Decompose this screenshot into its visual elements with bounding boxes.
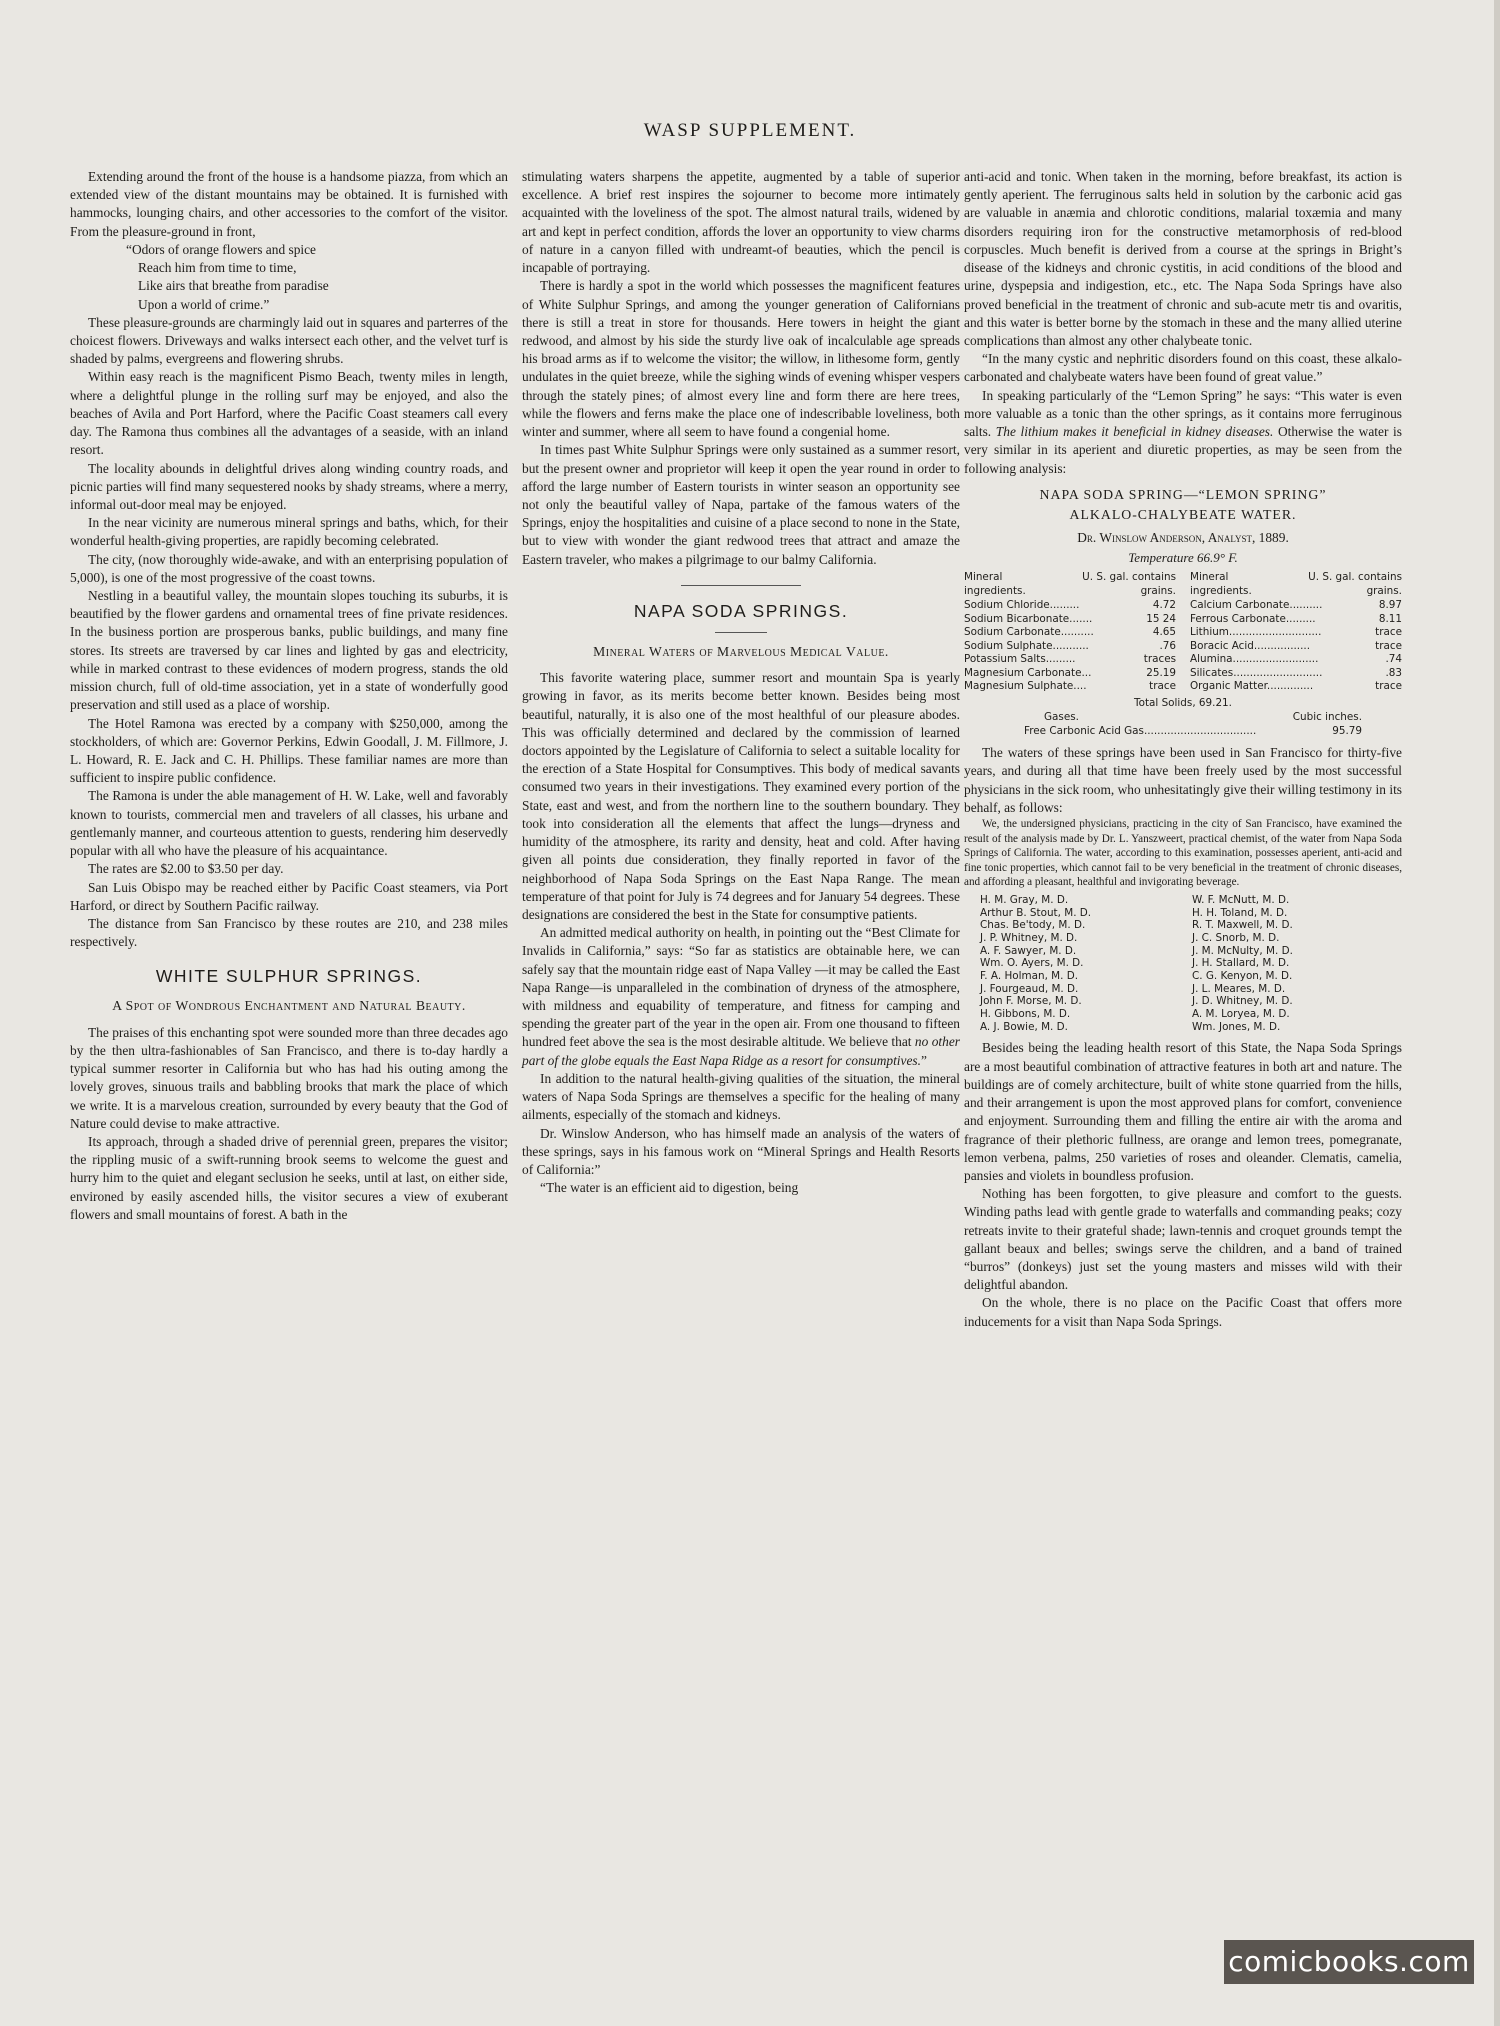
physician-signature: J. Fourgeaud, M. D.	[980, 982, 1079, 995]
physician-signature: J. L. Meares, M. D.	[1192, 982, 1286, 995]
ingredient-value: 8.11	[1378, 612, 1402, 625]
analysis-author: Dr. Winslow Anderson, Analyst, 1889.	[1077, 530, 1289, 546]
column-header: Mineral ingredients.	[964, 571, 1026, 597]
column-1	[70, 168, 508, 1224]
physician-signature: H. H. Toland, M. D.	[1192, 906, 1288, 919]
ingredient-name: Calcium Carbonate..........	[1190, 599, 1323, 612]
paragraph-text: ”	[920, 1052, 927, 1068]
paragraph: The waters of these springs have been used in San Francisco for thirty-five years, and during all that time have been freely used by the most successful physicians in the sick room, who unhesitatingly give their willing testimony in its behalf, as follows:	[964, 745, 1402, 815]
ingredient-name: Sodium Bicarbonate.......	[964, 612, 1093, 625]
paragraph: The Hotel Ramona was erected by a company with $250,000, among the stockholders, of which are: Governor Perkins, Edwin Goodall, J. M. Fillmore, J. L. Howard, R. E. Jack and C. H. Phillips. These familiar names are more than sufficient to inspire public confidence.	[70, 715, 508, 786]
paragraph: These pleasure-grounds are charmingly laid out in squares and parterres of the choicest flowers. Driveways and walks intersect each other, and the velvet turf is shaded by palms, evergreens and flowering shrubs.	[70, 314, 508, 367]
physician-signature: R. T. Maxwell, M. D.	[1192, 919, 1293, 932]
paragraph: There is hardly a spot in the world which possesses the magnificent features of White Sulphur Springs, and among the younger generation of Californians there is still a treat in store for thousands. Here towers in height the giant redwood, and almost by his side the sturdy live oak of incalculable age spreads his broad arms as if to welcome the visitor; the willow, in lithesome form, gently undulates in the quiet breeze, while the sighing winds of evening whisper vespers through the stately pines; of almost every line and form there are here trees, while the flowers and ferns make the place one of indescribable loveliness, both winter and summer, where all seem to have found a congenial home.	[522, 278, 960, 440]
paragraph: In addition to the natural health-giving qualities of the situation, the mineral waters of Napa Soda Springs are themselves a specific for the healing of many ailments, especially of the stomach and kidneys.	[522, 1070, 960, 1123]
verse	[126, 241, 508, 314]
watermark: comicbooks.com	[1224, 1940, 1474, 1984]
verse-line: Like airs that breathe from paradise	[138, 278, 329, 294]
physician-signature: J. P. Whitney, M. D.	[980, 931, 1078, 944]
ingredient-name: Alumina..........................	[1190, 653, 1319, 666]
paragraph: Within easy reach is the magnificent Pismo Beach, twenty miles in length, where a delightful plunge in the rolling surf may be enjoyed, and also the beaches of Avila and Port Harford, where the Pacific Coast steamers call every day. The Ramona thus combines all the advantages of a seaside, with an inland resort.	[70, 369, 508, 458]
column-3	[964, 168, 1402, 1331]
table-body	[964, 599, 1176, 694]
ingredient-value: .76	[1159, 639, 1176, 652]
table-body	[1190, 599, 1402, 694]
physician-signature: Wm. O. Ayers, M. D.	[980, 957, 1084, 970]
table-row	[964, 667, 1176, 681]
paragraph: The distance from San Francisco by these routes are 210, and 238 miles respectively.	[70, 915, 508, 950]
ingredient-name: Organic Matter..............	[1190, 680, 1314, 693]
physician-signature: J. D. Whitney, M. D.	[1192, 995, 1293, 1008]
ingredient-name: Sodium Carbonate..........	[964, 626, 1094, 639]
column-header: U. S. gal. contains grains.	[1082, 571, 1176, 597]
signatures-right	[1192, 894, 1392, 1034]
table-row	[964, 640, 1176, 654]
ingredient-name: Silicates...........................	[1190, 666, 1323, 679]
section-subheading: A Spot of Wondrous Enchantment and Natural Beauty.	[112, 998, 466, 1014]
paragraph: stimulating waters sharpens the appetite, augmented by a table of superior excellence. A brief rest inspires the sojourner to become more intimately acquainted with the loveliness of the spot. The almost natural trails, widened by art and kept in perfect condition, affords the lover an opportunity to view charms of nature in a canyon filled with undreamt-of beauties, which the pencil is incapable of portraying.	[522, 169, 960, 276]
divider	[715, 632, 767, 633]
table-row	[964, 599, 1176, 613]
paragraph: In the near vicinity are numerous mineral springs and baths, which, for their wonderful health-giving properties, are rapidly becoming celebrated.	[70, 515, 508, 549]
paragraph: The locality abounds in delightful drives along winding country roads, and picnic parties will find many sequestered nooks by shady streams, where a merry, informal out-door meal may be enjoyed.	[70, 460, 508, 512]
paragraph: “The water is an efficient aid to digestion, being	[540, 1180, 799, 1196]
ingredient-name: Magnesium Sulphate....	[964, 680, 1087, 693]
paragraph: Besides being the leading health resort of this State, the Napa Soda Springs are a most beautiful combination of attractive features in both art and nature. The buildings are of comely architecture, built of white stone quarried from the hills, and their arrangement is upon the most approved plans for comfort, convenience and enjoyment. Surrounding them and filling the entire air with the aroma and fragrance of their plethoric fullness, are orange and lemon trees, pomegranate, lemon verbena, palms, 250 varieties of roses and oleander. Clematis, camelia, pansies and violets in boundless profusion.	[964, 1040, 1402, 1183]
ingredient-value: trace	[1149, 680, 1176, 693]
paragraph: The Ramona is under the able management of H. W. Lake, well and favorably known to tourists, commercial men and travelers of all classes, his urbane and gentlemanly manner, and courteous attention to guests, rendering him deservedly popular with all who have the pleasure of his acquaintance.	[70, 788, 508, 859]
ingredient-value: .83	[1385, 666, 1402, 679]
physician-signature: A. F. Sawyer, M. D.	[980, 944, 1077, 957]
paragraph: On the whole, there is no place on the Pacific Coast that offers more inducements for a visit than Napa Soda Springs.	[964, 1295, 1402, 1329]
physician-signature: A. J. Bowie, M. D.	[980, 1020, 1068, 1033]
ingredient-value: trace	[1375, 626, 1402, 639]
physician-signature: Arthur B. Stout, M. D.	[980, 906, 1092, 919]
ingredient-name: Sodium Chloride.........	[964, 599, 1080, 612]
section-subheading: Mineral Waters of Marvelous Medical Value.	[593, 643, 889, 659]
column-2	[522, 168, 960, 1197]
analysis-temperature: Temperature 66.9° F.	[1128, 550, 1238, 566]
physician-signature: John F. Morse, M. D.	[980, 995, 1082, 1008]
physician-signature: J. M. McNulty, M. D.	[1192, 944, 1293, 957]
physician-signature: A. M. Loryea, M. D.	[1192, 1008, 1290, 1021]
section-heading-napa-soda: NAPA SODA SPRINGS.	[633, 600, 849, 621]
ingredient-value: traces	[1143, 653, 1176, 666]
analysis-subtitle: ALKALO-CHALYBEATE WATER.	[1069, 507, 1297, 523]
analysis-table-right	[1190, 571, 1402, 694]
table-row	[1190, 599, 1402, 613]
verse-line: Upon a world of crime.”	[138, 296, 270, 312]
paragraph: Dr. Winslow Anderson, who has himself made an analysis of the waters of these springs, says in his famous work on “Mineral Springs and Health Resorts of California:”	[522, 1125, 960, 1177]
table-row	[1190, 653, 1402, 667]
physician-signature: C. G. Kenyon, M. D.	[1192, 969, 1293, 982]
table-row	[1190, 680, 1402, 694]
table-header	[1190, 571, 1402, 598]
table-row	[964, 613, 1176, 627]
physician-signature: W. F. McNutt, M. D.	[1192, 893, 1290, 906]
verse-line: Reach him from time to time,	[138, 260, 297, 276]
column-header: U. S. gal. contains grains.	[1308, 571, 1402, 597]
table-header	[964, 571, 1176, 598]
ingredient-value: 8.97	[1378, 599, 1402, 612]
physician-signature: J. H. Stallard, M. D.	[1192, 957, 1290, 970]
paragraph-text: An admitted medical authority on health, in pointing out the “Best Climate for Invalids in California,” says: “So far as statistics are obtainable here, we can safely say that the mountain ridge east of Napa Valley —it may be called the East Napa Range—is unparalleled in the combination of dryness of the atmosphere, with mildness and equability of temperature, and fitness for camping and spending the greater part of the year in the open air. From one thousand to fifteen hundred feet above the sea is the most desirable altitude. We believe that	[522, 925, 960, 1050]
table-row	[964, 653, 1176, 667]
physician-signature: Wm. Jones, M. D.	[1192, 1020, 1281, 1033]
gas-name: Free Carbonic Acid Gas..................................	[1024, 725, 1257, 738]
divider	[681, 585, 801, 586]
gas-value: 95.79	[1332, 725, 1362, 738]
emphasis-text: The lithium makes it beneficial in kidney diseases.	[995, 424, 1274, 440]
ingredient-value: trace	[1375, 639, 1402, 652]
physician-signature: J. C. Snorb, M. D.	[1192, 931, 1280, 944]
paragraph-text: Otherwise the water is very similar in its aperient and diuretic properties, as may be seen from the following analysis:	[964, 424, 1402, 476]
paragraph-text: In speaking particularly of the “Lemon Spring” he says: “This water is even more valuable as a tonic than the other springs, as it contains more ferruginous salts.	[964, 387, 1402, 440]
physician-signature: Chas. Be'tody, M. D.	[980, 919, 1086, 932]
ingredient-value: 4.72	[1152, 599, 1176, 612]
ingredient-name: Lithium............................	[1190, 626, 1322, 639]
column-header: Mineral ingredients.	[1190, 571, 1252, 597]
signatures	[980, 894, 1392, 1034]
ingredient-name: Sodium Sulphate...........	[964, 639, 1089, 652]
ingredient-name: Ferrous Carbonate.........	[1190, 612, 1316, 625]
gas-row	[964, 724, 1402, 738]
page-edge	[1494, 0, 1500, 2026]
paragraph	[964, 387, 1402, 478]
paragraph: Nestling in a beautiful valley, the mountain slopes touching its suburbs, it is beautified by the flower gardens and ornamental trees of fine private residences. In the business portion are prosperous banks, public buildings, and many fine stores. Its streets are traversed by car lines and lighted by gas and electricity, while in marked contrast to these evidences of modern progress, stands the old mission church, full of old-time association, yet in a state of wonderfully good preservation and still used as a place of worship.	[70, 588, 508, 713]
analysis-total: Total Solids, 69.21.	[1134, 696, 1232, 709]
gases-label: Gases.	[1044, 710, 1079, 723]
ingredient-name: Potassium Salts.........	[964, 653, 1076, 666]
paragraph: Its approach, through a shaded drive of perennial green, prepares the visitor; the rippling music of a swift-running brook seems to welcome the guest and hurry him to the quiet and elegant seclusion he seeks, until at last, on either side, environed by easily ascended hills, the visitor secures a view of exuberant flowers and small mountains of forest. A bath in the	[70, 1134, 508, 1222]
table-row	[964, 626, 1176, 640]
paragraph: The praises of this enchanting spot were sounded more than three decades ago by the then ultra-fashionables of San Francisco, and there is to-day hardly a typical summer resorter in California but who has had his outing among the lovely groves, sinuous trails and babbling brooks that mark the place of which we write. It is a marvelous creation, surrounded by every beauty that the God of Nature could devise to make attractive.	[70, 1024, 508, 1131]
physician-signature: H. Gibbons, M. D.	[980, 1008, 1071, 1021]
paragraph: Extending around the front of the house is a handsome piazza, from which an extended view of the distant mountains may be obtained. It is furnished with hammocks, lounging chairs, and other accessories to the comfort of the visitor. From the pleasure-ground in front,	[70, 169, 508, 239]
ingredient-value: 25.19	[1146, 666, 1176, 679]
paragraph: San Luis Obispo may be reached either by Pacific Coast steamers, via Port Harford, or direct by Southern Pacific railway.	[70, 879, 508, 913]
paragraph: anti-acid and tonic. When taken in the morning, before breakfast, its action is gently aperient. The ferruginous salts held in solution by the carbonic acid gas are valuable in anæmia and chlorotic conditions, malarial toxæmia and many disorders requiring iron for the constructive metamorphosis of red-blood corpuscles. Much benefit is derived from a course at the springs in Bright’s disease of the kidneys and chronic cystitis, in acid conditions of the blood and urine, dyspepsia and indigestion, etc., etc. The Napa Soda Springs have also proved beneficial in the treatment of chronic and sub-acute metr tis and ovaritis, and this water is better borne by the stomach in these and the many allied uterine complications than almost any other chalybeate tonic.	[964, 169, 1402, 348]
paragraph	[522, 924, 960, 1070]
table-row	[1190, 626, 1402, 640]
emphasis-text: no other part of the globe equals the East Napa Ridge as a resort for consumptives.	[522, 1034, 960, 1068]
paragraph: “In the many cystic and nephritic disorders found on this coast, these alkalo-carbonated and chalybeate waters have been found of great value.”	[964, 351, 1402, 385]
ingredient-value: trace	[1375, 680, 1402, 693]
paragraph: This favorite watering place, summer resort and mountain Spa is yearly growing in favor, as its merits become better known. Besides being most beautiful, naturally, it is also one of the most healthful of our pleasure abodes. This was officially determined and declared by the commission of learned doctors appointed by the Legislature of California to select a suitable locality for the erection of a State Hospital for Consumptives. This body of medical savants consumed two years in their investigations. They examined every portion of the State, east and west, and from the northern line to the southern boundary. They took into consideration all the elements that affect the lungs—dryness and humidity of the atmosphere, its rarity and density, heat and cold. After having given all points due consideration, they finally reported in favor of the neighborhood of Napa Soda Springs on the East Napa Range. The mean temperature of that point for July is 74 degrees and for January 54 degrees. These designations are considered the best in the State for consumptive patients.	[522, 670, 960, 922]
analysis-table	[964, 571, 1402, 694]
table-row	[1190, 667, 1402, 681]
signatures-left	[980, 894, 1180, 1034]
paragraph: Nothing has been forgotten, to give pleasure and comfort to the guests. Winding paths lead with gentle grade to waterfalls and commanding peaks; cozy retreats invite to their grateful shade; lawn-tennis and croquet grounds tempt the gallant beaux and belles; swings serve the children, and a band of trained “burros” (donkeys) just set the young masters and misses wild with their delightful abandon.	[964, 1186, 1402, 1293]
ingredient-value: 4.65	[1152, 626, 1176, 639]
table-row	[1190, 640, 1402, 654]
paragraph: In times past White Sulphur Springs were only sustained as a summer resort, but the present owner and proprietor will keep it open the year round in order to afford the large number of Eastern tourists in winter season an opportunity see not only the beautiful valley of Napa, partake of the famous waters of the Springs, enjoy the hospitalities and cuisine of a place second to none in the State, but to view with wonder the giant redwood trees that attract and amaze the Eastern traveler, who makes a pilgrimage to our balmy California.	[522, 442, 960, 567]
analysis-table-left	[964, 571, 1176, 694]
verse-line: “Odors of orange flowers and spice	[126, 241, 317, 257]
cubic-label: Cubic inches.	[1292, 710, 1362, 723]
ingredient-value: 15 24	[1146, 612, 1176, 625]
paragraph: The rates are $2.00 to $3.50 per day.	[88, 861, 284, 877]
section-heading-white-sulphur: WHITE SULPHUR SPRINGS.	[155, 966, 423, 987]
gases-header	[964, 710, 1402, 724]
ingredient-value: .74	[1385, 653, 1402, 666]
table-row	[964, 680, 1176, 694]
physician-signature: H. M. Gray, M. D.	[980, 893, 1069, 906]
ingredient-name: Boracic Acid.................	[1190, 639, 1311, 652]
testimonial: We, the undersigned physicians, practicing in the city of San Francisco, have examined the result of the analysis made by Dr. L. Yanszweert, practical chemist, of the water from Napa Soda Springs of California. The water, according to this examination, possesses aperient, anti-acid and fine tonic properties, which cannot fail to be very beneficial in the treatment of chronic diseases, and affording a pleasant, healthful and invigorating beverage.	[964, 818, 1402, 889]
ingredient-name: Magnesium Carbonate...	[964, 666, 1092, 679]
analysis-title: NAPA SODA SPRING—“LEMON SPRING”	[1039, 486, 1327, 502]
physician-signature: F. A. Holman, M. D.	[980, 969, 1079, 982]
table-row	[1190, 613, 1402, 627]
paragraph: The city, (now thoroughly wide-awake, and with an enterprising population of 5,000), is one of the most progressive of the coast towns.	[70, 551, 508, 585]
page-title: WASP SUPPLEMENT.	[643, 120, 857, 141]
